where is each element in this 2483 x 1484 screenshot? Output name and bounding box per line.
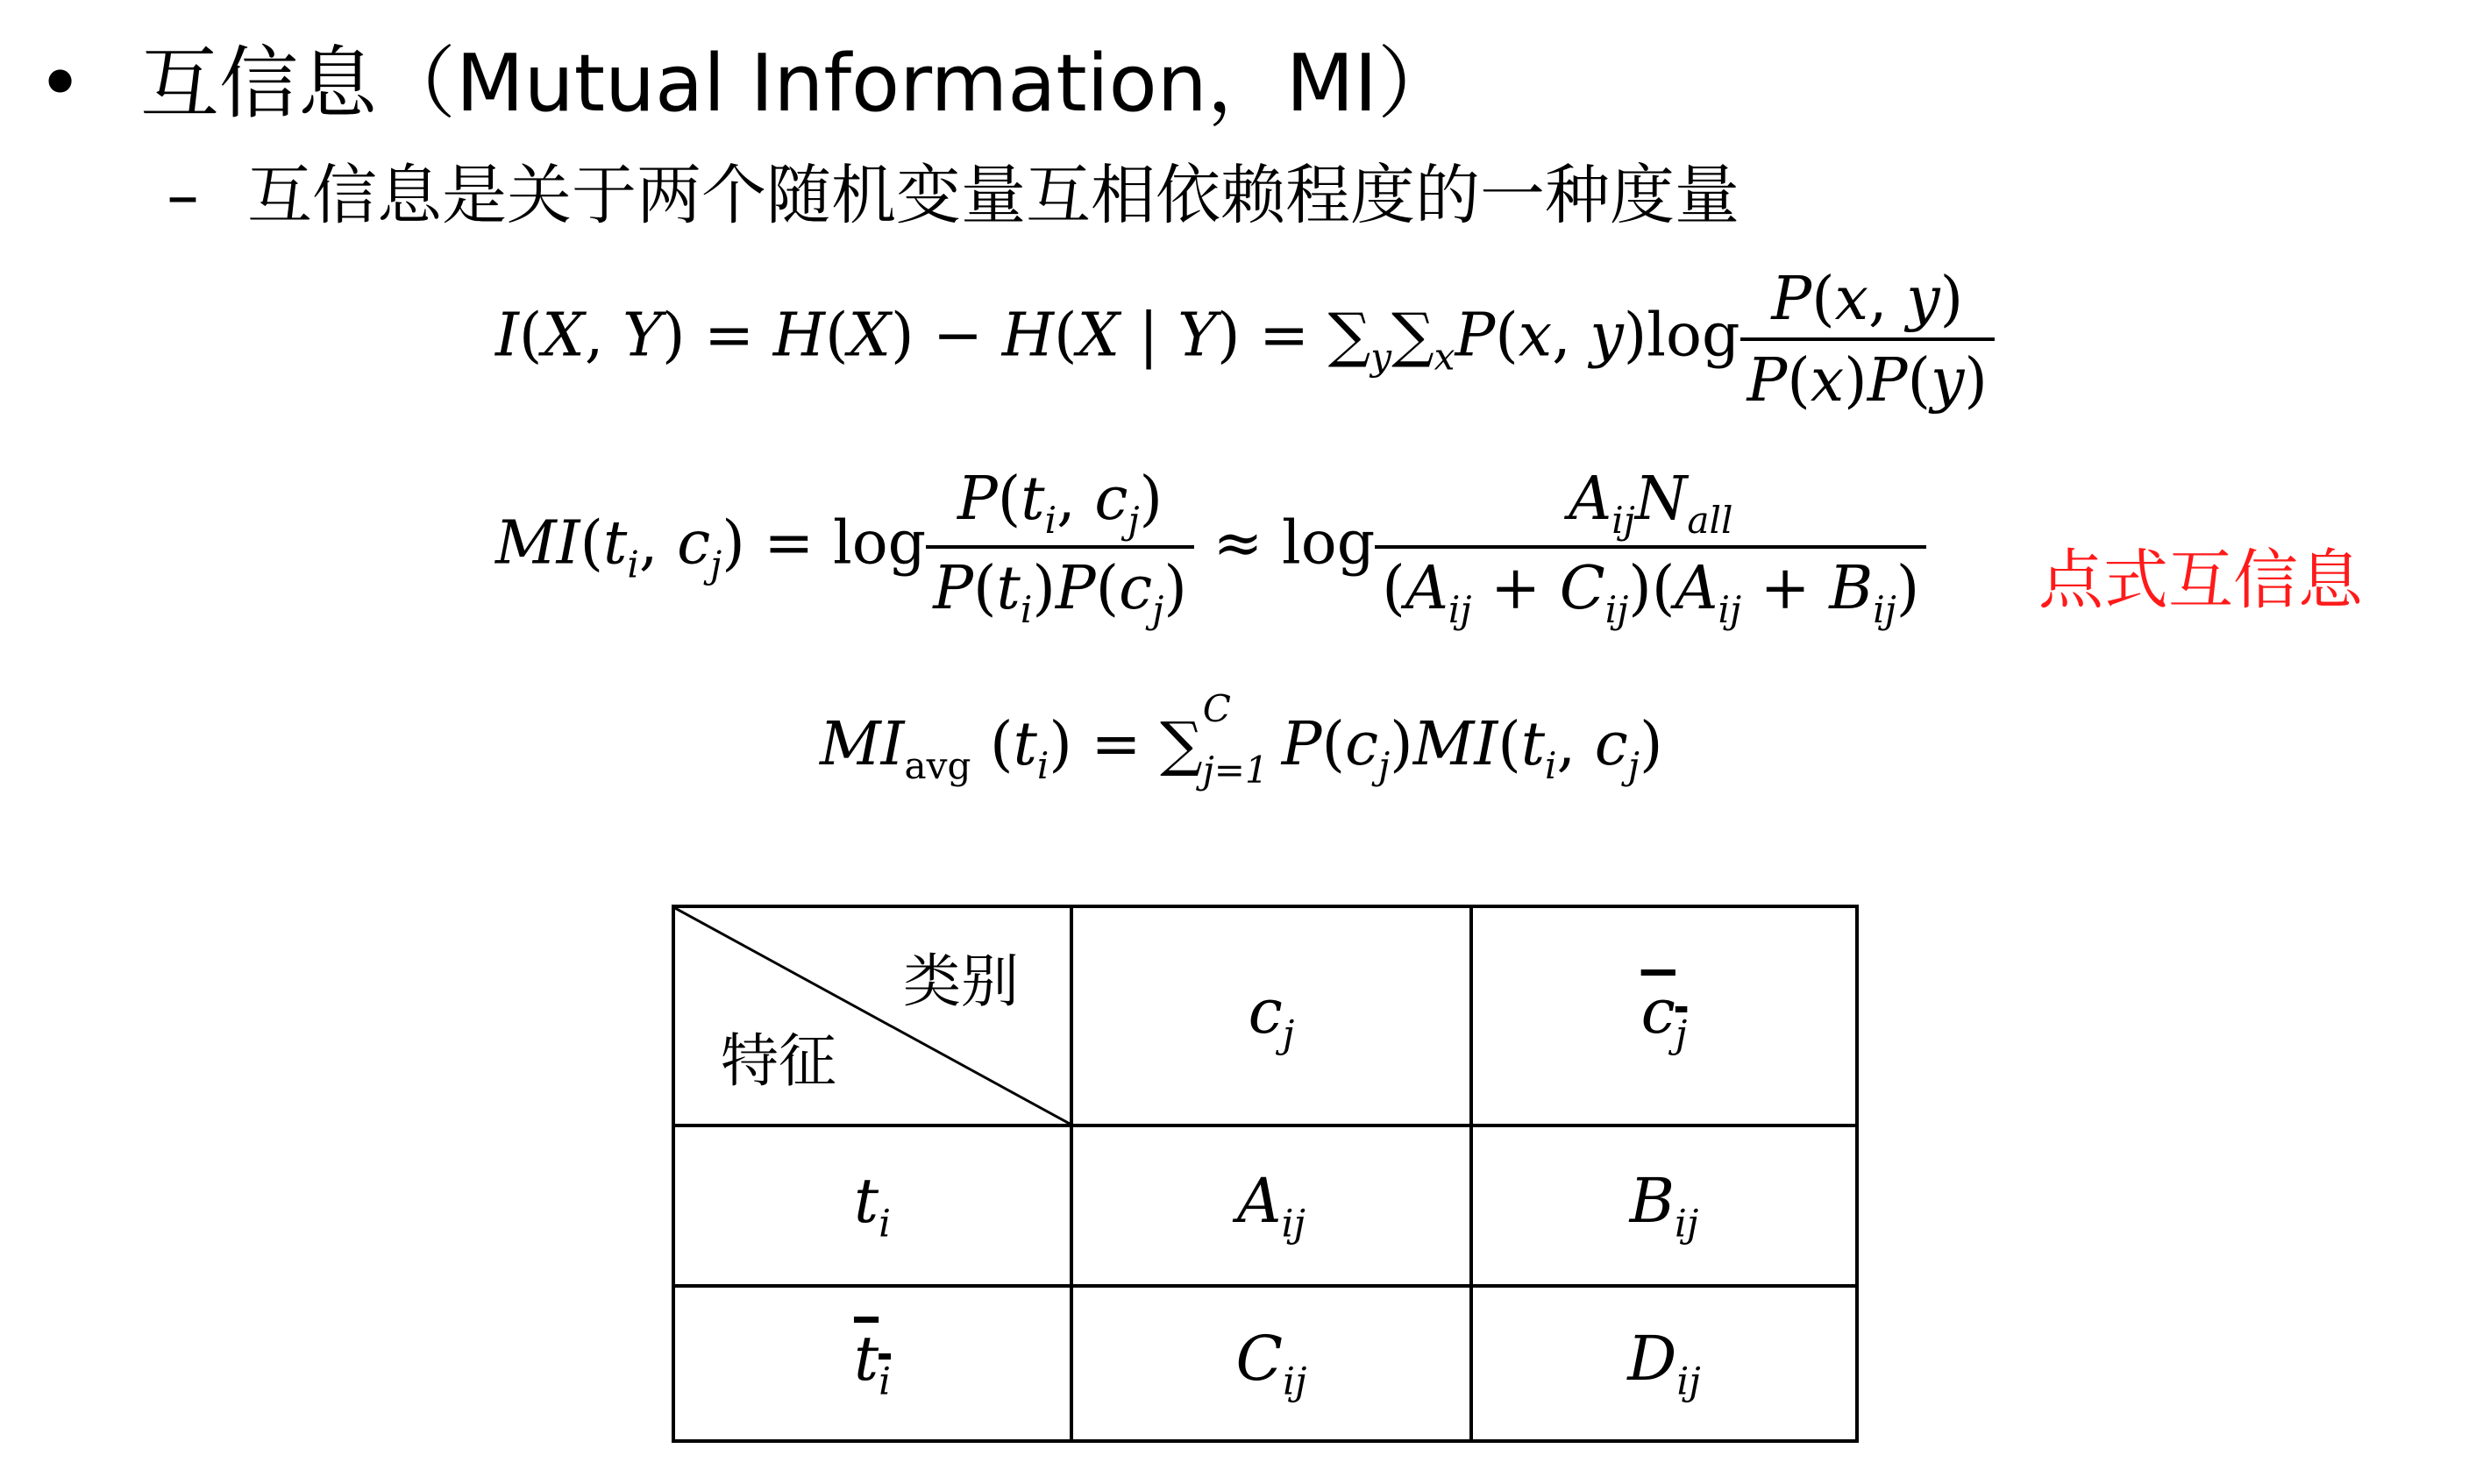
table-row	[673, 1125, 1857, 1286]
sub-dash: –	[167, 158, 199, 233]
contingency-table	[672, 905, 1859, 1443]
formula-mutual-information: I(X, Y) = H(X) − H(X | $Y) = \sum_y\sum_xP(x$, y)log $\frac{P(x, y)}{P(x)P(y)}$	[495, 265, 1995, 415]
slide-title: 互信息（Mutual Information，MI）	[140, 38, 1456, 130]
table-row	[673, 1286, 1857, 1441]
formula-pointwise-mi: $MI(t_i$, $c_j) = \log$ $\frac{P(t_i, c_j)}{P(t_i)P(c_j)}$ ≈ log $\frac{A_{ij}N_{all}}{(A_{ij} + C_{ij})(A_{ij} + B_{ij})}$	[495, 465, 1926, 631]
corner-label-feature: 特征	[721, 1027, 836, 1095]
table-header-row	[673, 906, 1857, 1125]
header-cj-bar: $c_j$	[1471, 906, 1857, 1125]
cell-Cij: $C_{ij}$	[1071, 1286, 1471, 1441]
header-cj: $c_j$	[1071, 906, 1471, 1125]
bullet: •	[37, 38, 84, 130]
corner-label-category: 类别	[903, 948, 1019, 1015]
corner-cell	[673, 906, 1071, 1125]
cell-Bij: $B_{ij}$	[1471, 1125, 1857, 1286]
cell-Dij: $D_{ij}$	[1471, 1286, 1857, 1441]
formula-average-mi: $MI_{avg}$ $(t_i)$ = ∑ C j=1 $P(c_j)MI(t_i$, $c_j$)	[820, 687, 1663, 792]
row-label-ti: $t_i$	[673, 1125, 1071, 1286]
sub-bullet-text: 互信息是关于两个随机变量互相依赖程度的一种度量	[247, 158, 1740, 233]
cell-Aij: $A_{ij}$	[1071, 1125, 1471, 1286]
row-label-ti-bar: $t_i$	[673, 1286, 1071, 1441]
pmi-label: 点式互信息	[2038, 543, 2363, 618]
